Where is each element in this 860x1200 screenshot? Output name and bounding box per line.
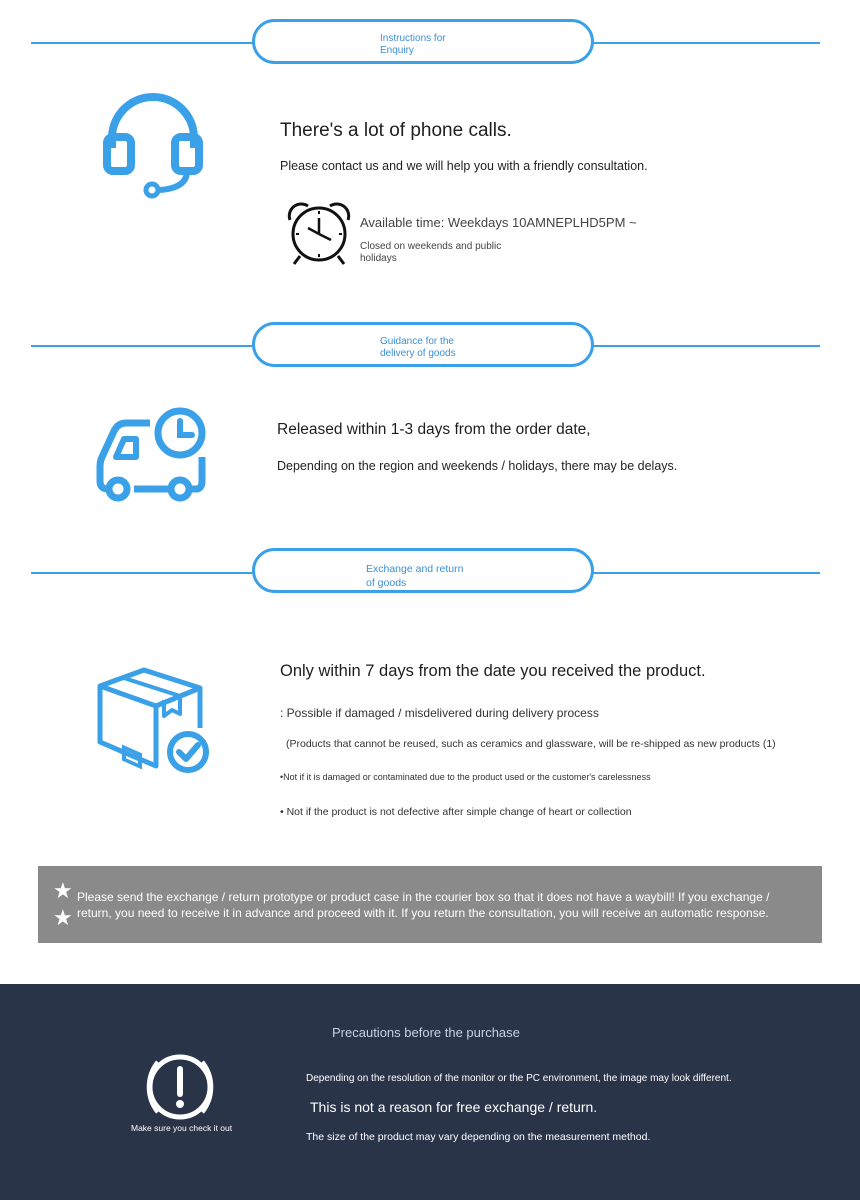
exchange-header-line2: of goods: [366, 577, 407, 589]
precaution-line: This is not a reason for free exchange / return.: [310, 1099, 598, 1115]
enquiry-subtitle: Please contact us and we will help you with a friendly consultation.: [280, 159, 648, 173]
notice-banner: [38, 866, 822, 943]
exchange-possible: : Possible if damaged / misdelivered during delivery process: [280, 706, 599, 720]
box-check-icon: [94, 664, 212, 774]
precaution-line: Depending on the resolution of the monitor or the PC environment, the image may look different.: [306, 1073, 732, 1084]
exchange-bullet: • Not if the product is not defective after simple change of heart or collection: [280, 806, 632, 818]
notice-text: Please send the exchange / return prototype or product case in the courier box so that it does not have a waybill! If you exchange / return, you need to receive it in advance and proceed with it. If you return the consultation, you will receive an automatic response.: [77, 890, 770, 920]
enquiry-header-label: [380, 33, 446, 57]
enquiry-header-line2: Enquiry: [380, 45, 414, 56]
exchange-note: (Products that cannot be reused, such as ceramics and glassware, will be re-shipped as new products (1): [286, 738, 776, 750]
star-icon: ★: [53, 905, 73, 930]
exclamation-circle-icon: [136, 1052, 224, 1122]
headset-icon: [100, 90, 206, 202]
delivery-header-label: [380, 336, 456, 360]
enquiry-header-line1: Instructions for: [380, 33, 446, 44]
exchange-header-line1: Exchange and return: [366, 563, 464, 575]
closed-note-line1: Closed on weekends and public: [360, 241, 502, 252]
precautions-title: Precautions before the purchase: [332, 1025, 520, 1040]
exchange-bullet: •Not if it is damaged or contaminated due to the product used or the customer's carelessness: [280, 772, 651, 782]
delivery-title: Released within 1-3 days from the order date,: [277, 421, 591, 438]
enquiry-title: There's a lot of phone calls.: [280, 120, 512, 141]
closed-note: [360, 241, 501, 265]
star-icon: ★: [53, 878, 73, 903]
available-time: Available time: Weekdays 10AMNEPLHD5PM ~: [360, 215, 637, 230]
precautions-footer: [0, 984, 860, 1200]
precaution-line: The size of the product may vary depending on the measurement method.: [306, 1131, 651, 1143]
delivery-header-line2: delivery of goods: [380, 348, 456, 359]
exchange-header-label: [366, 562, 463, 590]
delivery-header-line1: Guidance for the: [380, 336, 454, 347]
check-caption: Make sure you check it out: [131, 1123, 233, 1133]
alarm-clock-icon: [284, 200, 354, 266]
exchange-title: Only within 7 days from the date you received the product.: [280, 662, 706, 680]
delivery-subtitle: Depending on the region and weekends / holidays, there may be delays.: [277, 459, 678, 473]
closed-note-line2: holidays: [360, 253, 397, 264]
delivery-truck-icon: [94, 405, 212, 503]
